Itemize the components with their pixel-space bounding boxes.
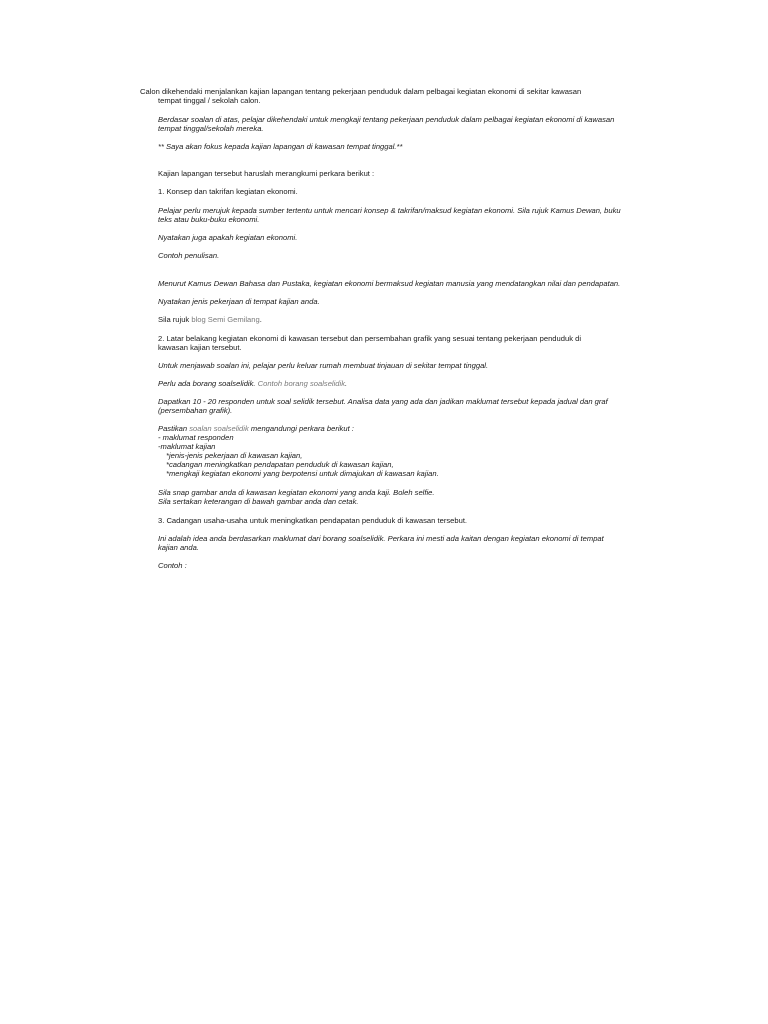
intro-line-2: tempat tinggal / sekolah calon. (158, 96, 261, 105)
perlu-ada-suffix: . (345, 379, 348, 388)
intro-line-1: Calon dikehendaki menjalankan kajian lapangan tentang pekerjaan penduduk dalam pelbagai kegiatan ekonomi di sekitar kawasan (140, 87, 582, 96)
list-item: -maklumat kajian (158, 442, 216, 451)
pastikan-suffix: mengandungi perkara berikut : (248, 424, 354, 433)
sila-rujuk-suffix: . (259, 315, 262, 324)
list-item: - maklumat responden (158, 433, 234, 442)
section-1-rujuk-line-1: Pelajar perlu merujuk kepada sumber tertentu untuk mencari konsep & takrifan/maksud kegiatan ekonomi. Sila rujuk Kamus Dewan, buku (158, 206, 621, 215)
section-1-menurut: Menurut Kamus Dewan Bahasa dan Pustaka, kegiatan ekonomi bermaksud kegiatan manusia yang mendatangkan nilai dan pendapatan. (158, 279, 621, 288)
section-2-pastikan (158, 424, 354, 433)
section-2-perlu-ada (158, 379, 347, 388)
list-item: *jenis-jenis pekerjaan di kawasan kajian, (166, 451, 303, 460)
section-2-untuk-menjawab: Untuk menjawab soalan ini, pelajar perlu keluar rumah membuat tinjauan di sekitar tempat tinggal. (158, 361, 489, 370)
section-1-rujuk-line-2: teks atau buku-buku ekonomi. (158, 215, 260, 224)
fokus-note: ** Saya akan fokus kepada kajian lapangan di kawasan tempat tinggal.** (158, 142, 403, 151)
section-2-heading-line-1: 2. Latar belakang kegiatan ekonomi di kawasan tersebut dan persembahan grafik yang sesuai tentang pekerjaan penduduk di (158, 334, 582, 343)
section-2-heading-line-2: kawasan kajian tersebut. (158, 343, 242, 352)
section-3-ini-line-2: kajian anda. (158, 543, 199, 552)
kajian-intro: Kajian lapangan tersebut haruslah merangkumi perkara berikut : (158, 169, 375, 178)
pastikan-prefix: Pastikan (158, 424, 190, 433)
blog-link[interactable]: blog Semi Gemilang (191, 315, 260, 324)
section-2-sila-snap: Sila snap gambar anda di kawasan kegiatan ekonomi yang anda kaji. Boleh selfie. (158, 488, 435, 497)
section-2-dapatkan-line-1: Dapatkan 10 - 20 responden untuk soal selidik tersebut. Analisa data yang ada dan jadikan maklumat tersebut kepada jadual dan graf (158, 397, 608, 406)
section-1-nyatakan: Nyatakan juga apakah kegiatan ekonomi. (158, 233, 298, 242)
soalan-soalselidik-link[interactable]: soalan soalselidik (189, 424, 249, 433)
list-item: *mengkaji kegiatan ekonomi yang berpotensi untuk dimajukan di kawasan kajian. (166, 469, 439, 478)
sila-rujuk-prefix: Sila rujuk (158, 315, 192, 324)
section-1-contoh: Contoh penulisan. (158, 251, 220, 260)
section-2-dapatkan-line-2: (persembahan grafik). (158, 406, 233, 415)
section-3-ini-line-1: Ini adalah idea anda berdasarkan maklumat dari borang soalselidik. Perkara ini mesti ada kaitan dengan kegiatan ekonomi di tempat (158, 534, 604, 543)
berdasar-line-1: Berdasar soalan di atas, pelajar dikehendaki untuk mengkaji tentang pekerjaan penduduk dalam pelbagai kegiatan ekonomi di kawasan (158, 115, 615, 124)
contoh-borang-link[interactable]: Contoh borang soalselidik (257, 379, 346, 388)
section-1-sila-rujuk (158, 315, 262, 324)
perlu-ada-prefix: Perlu ada borang soalselidik. (158, 379, 258, 388)
berdasar-line-2: tempat tinggal/sekolah mereka. (158, 124, 264, 133)
list-item: *cadangan meningkatkan pendapatan penduduk di kawasan kajian, (166, 460, 394, 469)
section-3-heading: 3. Cadangan usaha-usaha untuk meningkatkan pendapatan penduduk di kawasan tersebut. (158, 516, 468, 525)
section-1-nyatakan-jenis: Nyatakan jenis pekerjaan di tempat kajian anda. (158, 297, 320, 306)
section-1-heading: 1. Konsep dan takrifan kegiatan ekonomi. (158, 187, 298, 196)
section-2-sila-sertakan: Sila sertakan keterangan di bawah gambar anda dan cetak. (158, 497, 359, 506)
section-3-contoh: Contoh : (158, 561, 187, 570)
